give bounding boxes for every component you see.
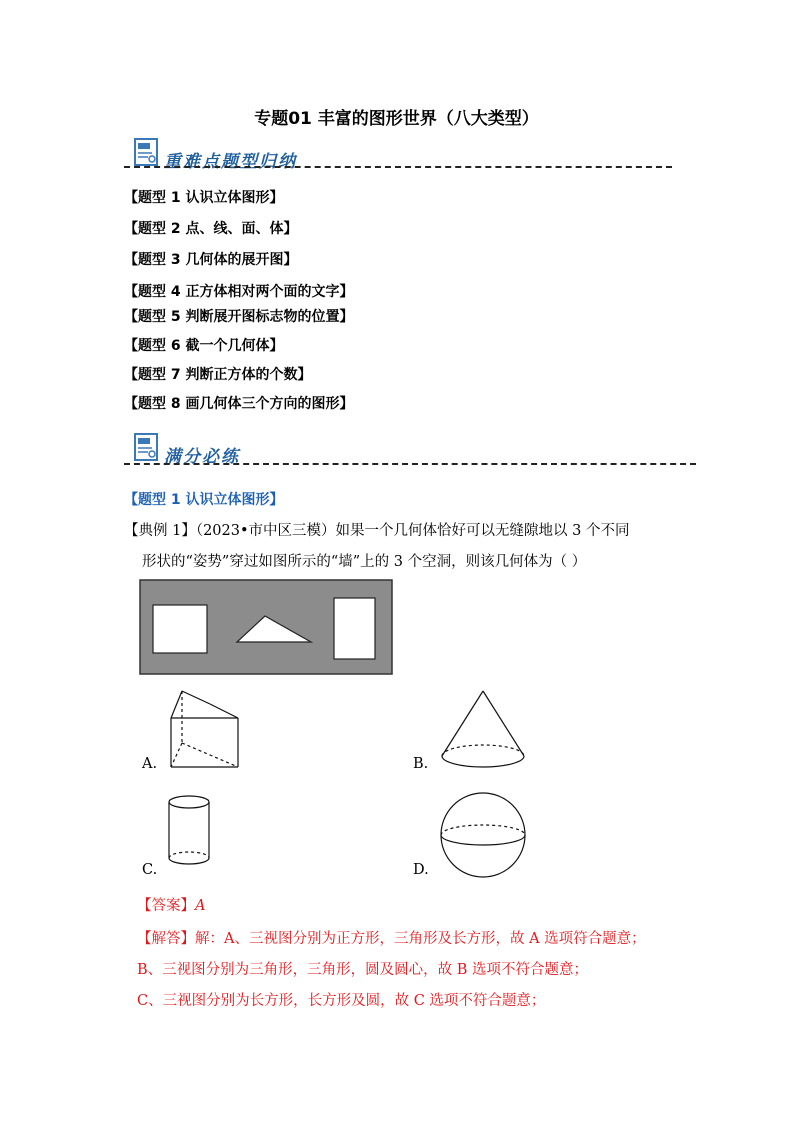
type-list-item: 【题型 2 点、线、面、体】 (124, 221, 298, 237)
question-text-line: 【典例 1】（2023•市中区三模）如果一个几何体恰好可以无缝隙地以 3 个不同 (124, 523, 630, 539)
solution-text: 解：A、三视图分别为正方形，三角形及长方形，故 A 选项符合题意； (195, 931, 646, 947)
rectangle-hole (334, 598, 375, 659)
section-title: 满分必练 (164, 447, 240, 467)
cone-figure (438, 688, 528, 772)
document-icon (133, 430, 161, 464)
section-header-key-types (133, 135, 703, 175)
option-c-label: C. (142, 862, 158, 878)
section-divider (124, 463, 696, 465)
wall-figure (139, 579, 393, 675)
type-list-item: 【题型 3 几何体的展开图】 (124, 252, 298, 268)
cylinder-figure (164, 794, 214, 868)
option-d-label: D. (413, 862, 429, 878)
answer-value: A (195, 898, 206, 914)
type-list-item: 【题型 4 正方体相对两个面的文字】 (124, 284, 354, 300)
square-hole (153, 605, 207, 653)
sphere-figure (438, 790, 528, 880)
question-text-line: 形状的“姿势”穿过如图所示的“墙”上的 3 个空洞，则该几何体为（ ） (142, 554, 587, 570)
section-divider (124, 166, 672, 168)
section-title: 重难点题型归纳 (164, 152, 297, 172)
type-list-item: 【题型 8 画几何体三个方向的图形】 (124, 396, 354, 412)
option-a-label: A. (142, 756, 158, 772)
option-b-label: B. (413, 756, 429, 772)
question-type-heading: 【题型 1 认识立体图形】 (124, 492, 284, 508)
solution-line: B、三视图分别为三角形，三角形，圆及圆心，故 B 选项不符合题意； (137, 962, 589, 978)
type-list-item: 【题型 6 截一个几何体】 (124, 338, 284, 354)
type-list-item: 【题型 7 判断正方体的个数】 (124, 367, 312, 383)
page-title: 专题01 丰富的图形世界（八大类型） (254, 109, 539, 129)
type-list-item: 【题型 1 认识立体图形】 (124, 190, 284, 206)
document-icon (133, 135, 161, 169)
solution-label: 【解答】 (137, 931, 195, 947)
triangular-prism-figure (165, 688, 243, 770)
type-list-item: 【题型 5 判断展开图标志物的位置】 (124, 309, 354, 325)
answer-line (137, 894, 205, 915)
solution-line (137, 927, 646, 948)
answer-label: 【答案】 (137, 898, 195, 914)
solution-line: C、三视图分别为长方形，长方形及圆，故 C 选项不符合题意； (137, 993, 546, 1009)
